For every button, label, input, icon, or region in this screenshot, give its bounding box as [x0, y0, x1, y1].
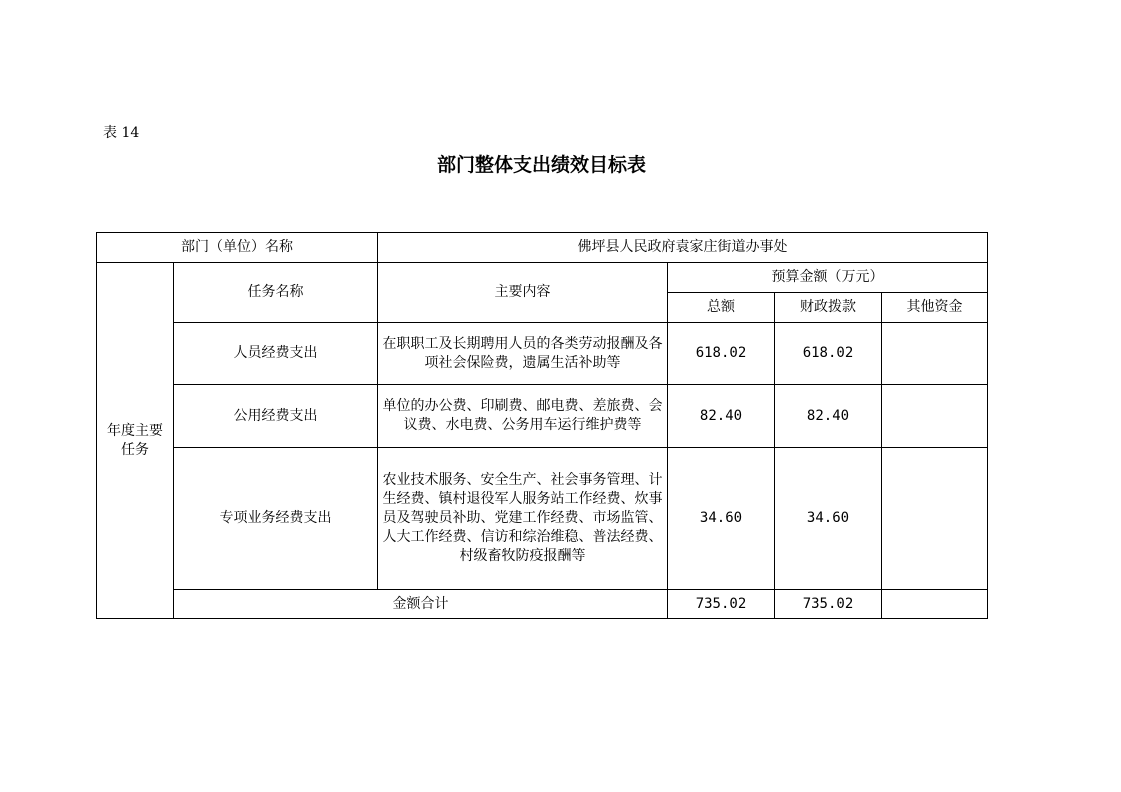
task-other-cell: [882, 323, 988, 385]
header-total: 总额: [668, 293, 775, 323]
header-task-name: 任务名称: [174, 263, 378, 323]
task-name-cell: 专项业务经费支出: [174, 448, 378, 590]
task-total-cell: 618.02: [668, 323, 775, 385]
sum-total: 735.02: [668, 590, 775, 619]
task-other-cell: [882, 448, 988, 590]
sum-other: [882, 590, 988, 619]
dept-name-label: 部门（单位）名称: [97, 233, 378, 263]
task-name-cell: 公用经费支出: [174, 385, 378, 448]
table-number-label: 表 14: [103, 125, 140, 141]
task-total-cell: 82.40: [668, 385, 775, 448]
dept-row: [97, 233, 988, 263]
task-total-cell: 34.60: [668, 448, 775, 590]
header-budget: 预算金额（万元）: [668, 263, 988, 293]
task-name-cell: 人员经费支出: [174, 323, 378, 385]
header-other: 其他资金: [882, 293, 988, 323]
task-fiscal-cell: 82.40: [775, 385, 882, 448]
dept-name-value: 佛坪县人民政府袁家庄街道办事处: [378, 233, 988, 263]
performance-target-table: [96, 232, 988, 619]
task-content-cell: 在职职工及长期聘用人员的各类劳动报酬及各项社会保险费，遗属生活补助等: [378, 323, 668, 385]
annual-tasks-label: 年度主要任务: [97, 263, 174, 619]
task-content-cell: 农业技术服务、安全生产、社会事务管理、计生经费、镇村退役军人服务站工作经费、炊事员及驾驶员补助、党建工作经费、市场监管、人大工作经费、信访和综治维稳、普法经费、村级畜牧防疫报酬等: [378, 448, 668, 590]
header-row: [97, 263, 988, 293]
table-row: [97, 385, 988, 448]
header-main-content: 主要内容: [378, 263, 668, 323]
header-fiscal: 财政拨款: [775, 293, 882, 323]
task-other-cell: [882, 385, 988, 448]
task-fiscal-cell: 34.60: [775, 448, 882, 590]
sum-fiscal: 735.02: [775, 590, 882, 619]
table-row: [97, 448, 988, 590]
task-fiscal-cell: 618.02: [775, 323, 882, 385]
task-content-cell: 单位的办公费、印刷费、邮电费、差旅费、会议费、水电费、公务用车运行维护费等: [378, 385, 668, 448]
sum-label: 金额合计: [174, 590, 668, 619]
sum-row: [97, 590, 988, 619]
document-title: 部门整体支出绩效目标表: [436, 154, 646, 176]
table-row: [97, 323, 988, 385]
